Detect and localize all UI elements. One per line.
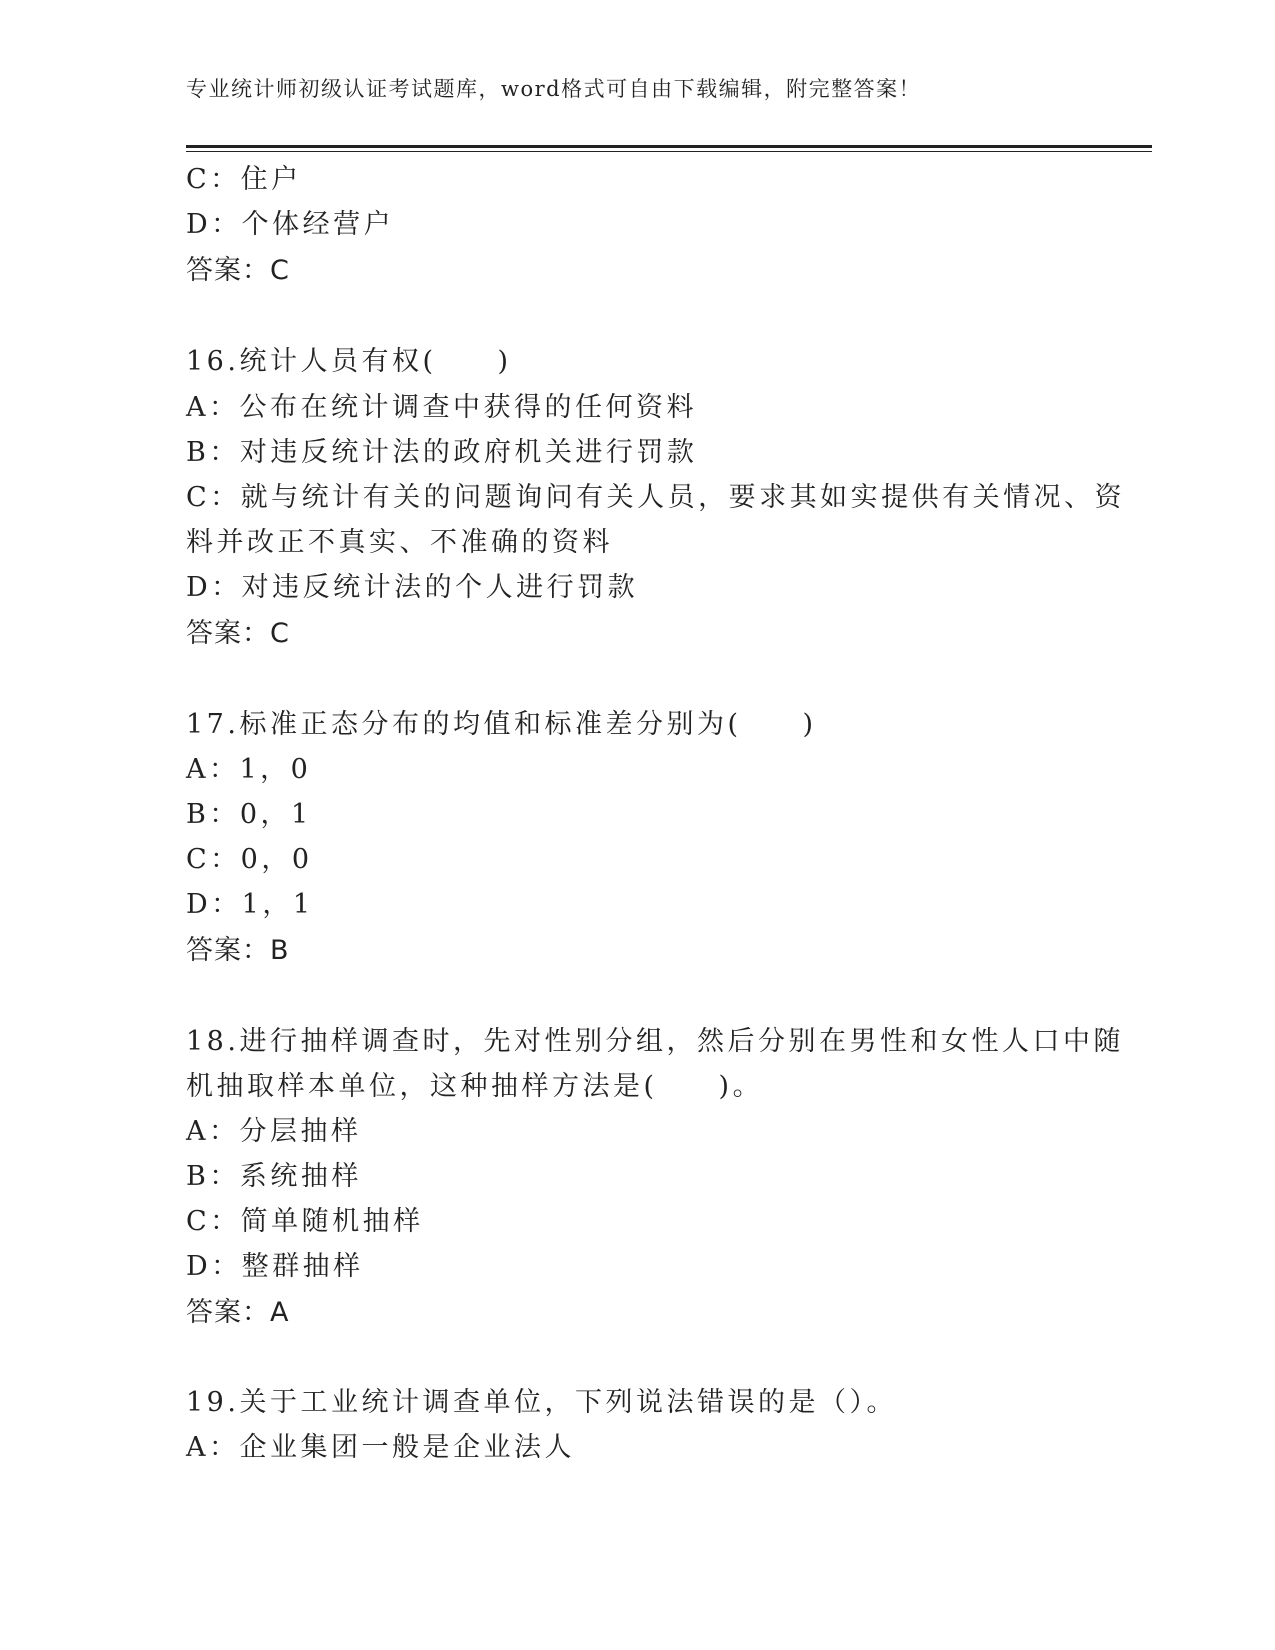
- option-line: C：简单随机抽样: [186, 1206, 424, 1237]
- question-line: 机抽取样本单位，这种抽样方法是( )。: [186, 1071, 764, 1102]
- option-line: B：对违反统计法的政府机关进行罚款: [186, 437, 698, 468]
- option-line: A：1，0: [186, 754, 312, 785]
- question-line: 19.关于工业统计调查单位，下列说法错误的是（）。: [186, 1387, 897, 1418]
- option-line: C：0，0: [186, 844, 313, 875]
- option-line: D：1，1: [186, 889, 314, 920]
- answer-line: 答案：C: [186, 255, 290, 286]
- option-line: A：分层抽样: [186, 1116, 362, 1147]
- option-line: D：个体经营户: [186, 209, 395, 240]
- option-line: A：公布在统计调查中获得的任何资料: [186, 392, 697, 423]
- option-line: D：整群抽样: [186, 1251, 364, 1282]
- option-line: A：企业集团一般是企业法人: [186, 1432, 575, 1463]
- option-line: B：0，1: [186, 799, 312, 830]
- option-line: C：就与统计有关的问题询问有关人员，要求其如实提供有关情况、资: [186, 482, 1126, 513]
- header-rule-thin: [186, 151, 1152, 152]
- option-line: 料并改正不真实、不准确的资料: [186, 527, 613, 558]
- header-rule-thick: [186, 145, 1152, 148]
- question-line: 18.进行抽样调查时，先对性别分组，然后分别在男性和女性人口中随: [186, 1026, 1124, 1057]
- answer-line: 答案：C: [186, 618, 290, 649]
- option-line: D：对违反统计法的个人进行罚款: [186, 572, 639, 603]
- option-line: B：系统抽样: [186, 1161, 362, 1192]
- question-line: 17.标准正态分布的均值和标准差分别为( ): [186, 709, 817, 740]
- answer-line: 答案：A: [186, 1297, 290, 1328]
- question-line: 16.统计人员有权( ): [186, 346, 512, 377]
- page-header: 专业统计师初级认证考试题库，word格式可自由下载编辑，附完整答案！: [186, 77, 922, 101]
- answer-line: 答案：B: [186, 935, 290, 966]
- option-line: C：住户: [186, 164, 302, 195]
